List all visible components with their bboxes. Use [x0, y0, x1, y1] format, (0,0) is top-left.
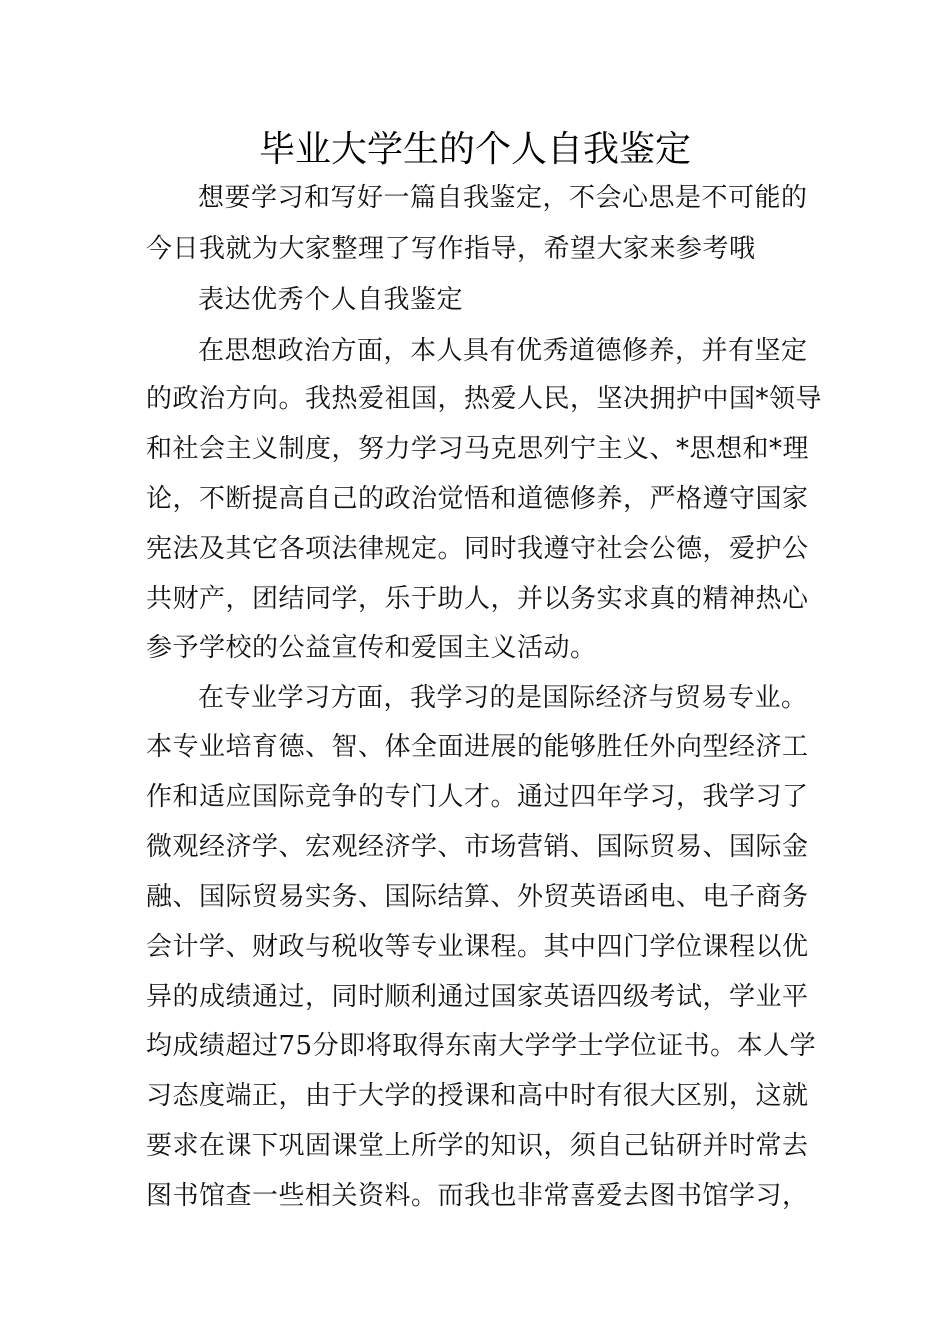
body-line: 参予学校的公益宣传和爱国主义活动。 — [146, 633, 597, 663]
body-line: 在专业学习方面，我学习的是国际经济与贸易专业。 — [198, 683, 808, 713]
body-line: 本专业培育德、智、体全面进展的能够胜任外向型经济工 — [146, 732, 809, 762]
section-heading: 表达优秀个人自我鉴定 — [198, 285, 464, 315]
body-line: 论，不断提高自己的政治觉悟和道德修养，严格遵守国家 — [146, 484, 809, 514]
body-line: 想要学习和写好一篇自我鉴定，不会心思是不可能的 — [198, 183, 808, 213]
body-line: 图书馆查一些相关资料。而我也非常喜爱去图书馆学习， — [146, 1181, 809, 1211]
body-line: 微观经济学、宏观经济学、市场营销、国际贸易、国际金 — [146, 832, 809, 862]
body-line: 的政治方向。我热爱祖国，热爱人民，坚决拥护中国*领导 — [146, 384, 823, 414]
body-line: 均成绩超过75分即将取得东南大学学士学位证书。本人学 — [146, 1031, 817, 1061]
body-line: 异的成绩通过，同时顺利通过国家英语四级考试，学业平 — [146, 982, 809, 1012]
body-line: 会计学、财政与税收等专业课程。其中四门学位课程以优 — [146, 932, 809, 962]
body-line: 作和适应国际竞争的专门人才。通过四年学习，我学习了 — [146, 782, 809, 812]
body-line: 和社会主义制度，努力学习马克思列宁主义、*思想和*理 — [146, 434, 810, 464]
body-line: 今日我就为大家整理了写作指导，希望大家来参考哦 — [146, 234, 756, 264]
body-line: 在思想政治方面，本人具有优秀道德修养，并有坚定 — [198, 336, 808, 366]
body-line: 宪法及其它各项法律规定。同时我遵守社会公德，爱护公 — [146, 534, 809, 564]
body-line: 习态度端正，由于大学的授课和高中时有很大区别，这就 — [146, 1081, 809, 1111]
body-line: 融、国际贸易实务、国际结算、外贸英语函电、电子商务 — [146, 882, 809, 912]
body-line: 共财产，团结同学，乐于助人，并以务实求真的精神热心 — [146, 584, 809, 614]
body-line: 要求在课下巩固课堂上所学的知识，须自己钻研并时常去 — [146, 1131, 809, 1161]
document-title: 毕业大学生的个人自我鉴定 — [258, 129, 691, 170]
